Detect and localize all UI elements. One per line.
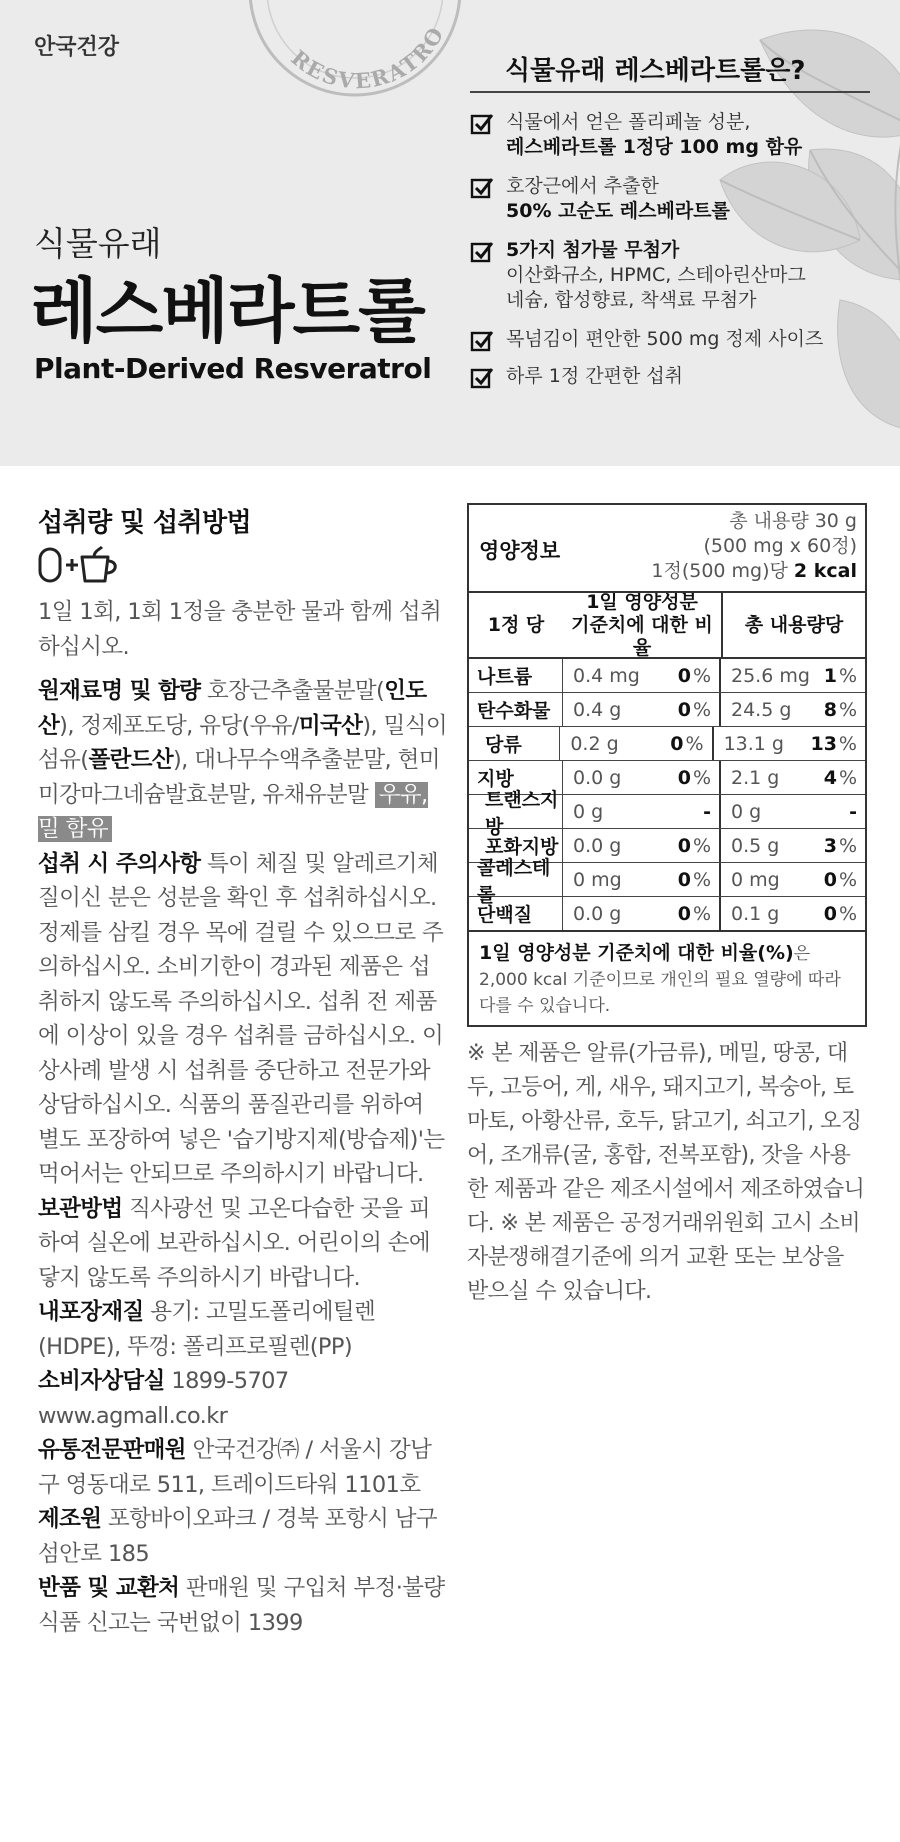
- returns-section: [38, 1571, 448, 1640]
- nutrient-total-percent: [821, 795, 865, 828]
- nutrient-total-percent: [821, 897, 865, 930]
- feature-text: 식물에서 얻은 폴리페놀 성분,: [506, 111, 751, 133]
- svg-text:RESVERATROL: RESVERATRO: [286, 21, 450, 94]
- caution-text: 특이 체질 및 알레르기체질이신 분은 성분을 확인 후 섭취하십시오. 정제를 삼킬 경우 목에 걸릴 수 있으므로 주의하십시오. 소비기한이 경과된 제품은 섭취하지 않도록 주의하십시오. 섭취 전 제품에 이상이 있을 경우 섭취를 금하십시오. 이상사례 발생 시 섭취를 중단하고 전문가와 상담하십시오. 식품의 품질관리를 위하여 별도 포장하여 넣은 '습기방지제(방습제)'는 먹어서는 안되므로 주의하시기 바랍니다.: [38, 850, 445, 1187]
- percent-value: 3: [823, 834, 837, 857]
- resveratrol-seal-logo: [240, 0, 470, 170]
- checkbox-checked-icon: [470, 329, 494, 353]
- nutrient-amount: 0.0 g: [573, 834, 622, 857]
- nutrition-facts-table: [467, 503, 867, 932]
- feature-text: 호장근에서 추출한: [506, 175, 659, 197]
- nutrient-name: 트랜스지방: [469, 795, 563, 828]
- nutrient-total-amount: 25.6 mg: [731, 664, 810, 687]
- ingredients-text: ), 정제포도당, 유당(우유/: [59, 712, 299, 739]
- nutrient-name: 지방: [469, 761, 563, 794]
- features-divider: [470, 91, 870, 93]
- nutrition-column-headers: [469, 590, 865, 659]
- nutrient-total-percent: [821, 659, 865, 692]
- col-per-serving: 1정 당: [487, 613, 545, 636]
- percent-sign: %: [838, 664, 857, 687]
- feature-item: [470, 238, 890, 313]
- percent-sign: %: [838, 698, 857, 721]
- percent-value: 0: [677, 698, 691, 721]
- nutrition-row: [469, 788, 865, 838]
- nutrient-total-amount: 13.1 g: [723, 732, 784, 755]
- percent-sign: %: [692, 834, 711, 857]
- percent-value: 1: [823, 664, 837, 687]
- nutrient-daily-percent: [659, 693, 721, 726]
- nutrition-row: [469, 693, 865, 727]
- feature-text: 목넘김이 편안한 500 mg 정제 사이즈: [506, 328, 824, 350]
- nutrition-row: [469, 659, 865, 693]
- percent-sign: %: [838, 766, 857, 789]
- consumer-label: 소비자상담실: [38, 1368, 165, 1394]
- returns-label: 반품 및 교환처: [38, 1575, 180, 1601]
- percent-sign: %: [692, 698, 711, 721]
- col-daily-value-line2: 기준치에 대한 비율: [571, 613, 713, 659]
- percent-value: 0: [670, 732, 684, 755]
- percent-value: 4: [823, 766, 837, 789]
- nutrient-total-amount: 0 g: [731, 800, 762, 823]
- percent-sign: %: [692, 664, 711, 687]
- percent-sign: %: [838, 902, 857, 925]
- total-content: 총 내용량 30 g: [729, 510, 857, 532]
- ingredients-text: 호장근추출물분말(: [200, 678, 385, 704]
- serving-calories: [651, 559, 857, 584]
- nutrient-daily-percent: [659, 897, 721, 930]
- product-header: [0, 0, 900, 466]
- nutrition-title: 영양정보: [479, 539, 561, 563]
- nutrient-amount: 0.4 g: [573, 698, 622, 721]
- nutrient-daily-percent: [659, 863, 721, 896]
- distributor-section: [38, 1433, 448, 1502]
- brand-name: 안국건강: [34, 35, 120, 60]
- feature-item: [470, 174, 890, 224]
- total-content-detail: (500 mg x 60정): [703, 535, 857, 557]
- percent-sign: %: [838, 834, 857, 857]
- nutrient-total-amount: 0.1 g: [731, 902, 780, 925]
- intake-heading: 섭취량 및 섭취방법: [38, 508, 252, 538]
- nutrient-name: 나트륨: [469, 659, 563, 692]
- checkbox-checked-icon: [470, 366, 494, 390]
- nutrient-daily-percent: [653, 727, 713, 760]
- nutrition-row: [469, 897, 865, 930]
- nutrient-total-amount: 24.5 g: [731, 698, 792, 721]
- ingredients-text: ), 밀식이섬유(: [38, 712, 447, 773]
- checkbox-checked-icon: [470, 112, 494, 136]
- nutrition-rows: [469, 659, 865, 930]
- caution-label: 섭취 시 주의사항: [38, 850, 201, 877]
- nutrient-name: 포화지방: [469, 829, 563, 862]
- allergen-badge: 우유, 밀 함유: [38, 781, 428, 842]
- feature-text-bold: 레스베라트롤 1정당 100 mg 함유: [506, 136, 803, 158]
- col-daily-value: [563, 590, 723, 659]
- feature-text-bold: 50% 고순도 레스베라트롤: [506, 200, 730, 222]
- feature-text: 하루 1정 간편한 섭취: [506, 365, 684, 387]
- features-heading: 식물유래 레스베라트롤은?: [505, 56, 806, 86]
- percent-value: 0: [677, 902, 691, 925]
- feature-item: [470, 327, 890, 352]
- product-title: 레스베라트롤: [30, 270, 424, 352]
- returns-text: 판매원 및 구입처 부정·불량식품 신고는 국번없이 1399: [38, 1575, 445, 1636]
- nutrient-name: 콜레스테롤: [469, 863, 563, 896]
- serving-size: 1정(500 mg)당: [651, 560, 788, 582]
- nutrient-total-percent: [821, 761, 865, 794]
- product-info-column: [38, 505, 448, 1640]
- percent-value: 0: [823, 868, 837, 891]
- nutrition-footnote: [467, 930, 867, 1027]
- nutrient-total-amount: 2.1 g: [731, 766, 780, 789]
- calories-value: 2 kcal: [793, 560, 857, 582]
- origin-label: 미국산: [298, 712, 363, 739]
- ingredients-label: 원재료명 및 함량: [38, 678, 201, 704]
- percent-sign: %: [838, 732, 857, 755]
- percent-value: 0: [677, 834, 691, 857]
- nutrient-daily-percent: [659, 761, 721, 794]
- checkbox-checked-icon: [470, 240, 494, 264]
- nutrient-amount: 0 mg: [573, 868, 622, 891]
- percent-sign: %: [692, 902, 711, 925]
- nutrient-name: 단백질: [469, 897, 563, 930]
- nutrition-row: [469, 727, 865, 761]
- product-subtitle: 식물유래: [34, 224, 162, 263]
- nutrient-name: 당류: [469, 727, 560, 760]
- col-per-total: 총 내용량당: [744, 613, 844, 636]
- packaging-label: 내포장재질: [38, 1299, 144, 1325]
- nutrient-daily-percent: [659, 829, 721, 862]
- tablet-and-cup-icon: [38, 545, 122, 585]
- consumer-text: 1899-5707 www.agmall.co.kr: [38, 1368, 289, 1429]
- manufacturer-label: 제조원: [38, 1506, 102, 1532]
- distributor-text: 안국건강㈜ / 서울시 강남구 영동대로 511, 트레이드타워 1101호: [38, 1437, 432, 1498]
- nutrient-name: 탄수화물: [469, 693, 563, 726]
- nutrient-amount: 0 g: [573, 800, 604, 823]
- origin-label: 인도산: [38, 678, 427, 739]
- percent-sign: %: [838, 868, 857, 891]
- distributor-label: 유통전문판매원: [38, 1437, 186, 1463]
- feature-text-bold: 5가지 첨가물 무첨가: [506, 239, 680, 261]
- percent-value: 0: [677, 664, 691, 687]
- nutrient-amount: 0.0 g: [573, 902, 622, 925]
- nutrient-amount: 0.0 g: [573, 766, 622, 789]
- percent-value: 0: [823, 902, 837, 925]
- manufacturer-section: [38, 1502, 448, 1571]
- storage-text: 직사광선 및 고온다습한 곳을 피하여 실온에 보관하십시오. 어린이의 손에 닿지 않도록 주의하시기 바랍니다.: [38, 1195, 431, 1291]
- feature-item: [470, 110, 890, 160]
- nutrient-daily-percent: [659, 659, 721, 692]
- nutrient-daily-percent: [659, 795, 721, 828]
- footnote-text: 2,000 kcal 기준이므로 개인의 필요 열량에 따라 다를 수 있습니다.: [479, 970, 841, 1016]
- origin-label: 폴란드산: [88, 747, 173, 773]
- nutrient-total-amount: 0 mg: [731, 868, 780, 891]
- percent-value: 8: [823, 698, 837, 721]
- consumer-section: [38, 1364, 448, 1433]
- product-english-title: Plant-Derived Resveratrol: [34, 352, 432, 385]
- packaging-text: 용기: 고밀도폴리에틸렌(HDPE), 뚜껑: 폴리프로필렌(PP): [38, 1299, 376, 1360]
- nutrition-summary: [651, 509, 857, 584]
- nutrition-header: [469, 505, 865, 593]
- percent-sign: %: [685, 732, 704, 755]
- caution-section: [38, 847, 448, 1192]
- percent-value: -: [703, 800, 711, 823]
- nutrient-total-amount: 0.5 g: [731, 834, 780, 857]
- nutrition-column: [467, 503, 867, 1309]
- feature-text: 네슘, 합성향료, 착색료 무첨가: [506, 289, 757, 311]
- col-daily-value-line1: 1일 영양성분: [586, 590, 698, 613]
- feature-text: 이산화규소, HPMC, 스테아린산마그: [506, 264, 806, 286]
- nutrient-total-percent: [821, 829, 865, 862]
- percent-sign: %: [692, 766, 711, 789]
- footnote-tail: 은: [793, 944, 811, 964]
- ingredients-text: ), 대나무수액추출분말, 현미미강마그네슘발효분말, 유채유분말: [38, 747, 440, 808]
- nutrition-row: [469, 856, 865, 906]
- storage-section: [38, 1192, 448, 1296]
- packaging-section: [38, 1295, 448, 1364]
- percent-value: 0: [677, 766, 691, 789]
- checkbox-checked-icon: [470, 176, 494, 200]
- feature-item: [470, 364, 890, 389]
- nutrient-amount: 0.4 mg: [573, 664, 640, 687]
- percent-value: 0: [677, 868, 691, 891]
- footnote-bold: 1일 영양성분 기준치에 대한 비율(%): [479, 942, 794, 964]
- storage-label: 보관방법: [38, 1195, 123, 1222]
- intake-text: 1일 1회, 1회 1정을 충분한 물과 함께 섭취하십시오.: [38, 599, 442, 660]
- nutrient-total-percent: [810, 727, 865, 760]
- ingredients-section: [38, 674, 448, 847]
- percent-sign: %: [692, 868, 711, 891]
- nutrient-total-percent: [821, 693, 865, 726]
- manufacturer-text: 포항바이오파크 / 경북 포항시 남구 섬안로 185: [38, 1506, 438, 1567]
- nutrient-total-percent: [821, 863, 865, 896]
- allergy-notice: ※ 본 제품은 알류(가금류), 메밀, 땅콩, 대두, 고등어, 게, 새우, 돼지고기, 복숭아, 토마토, 아황산류, 호두, 닭고기, 쇠고기, 오징어, 조개류(굴, 홍합, 전복포함), 잣을 사용한 제품과 같은 제조시설에서 제조하였습니다. ※ 본 제품은 공정거래위원회 고시 소비자분쟁해결기준에 의거 교환 또는 보상을 받으실 수 있습니다.: [467, 1041, 865, 1304]
- nutrient-amount: 0.2 g: [570, 732, 619, 755]
- percent-value: -: [849, 800, 857, 823]
- percent-value: 13: [810, 732, 837, 755]
- features-list: [470, 110, 890, 389]
